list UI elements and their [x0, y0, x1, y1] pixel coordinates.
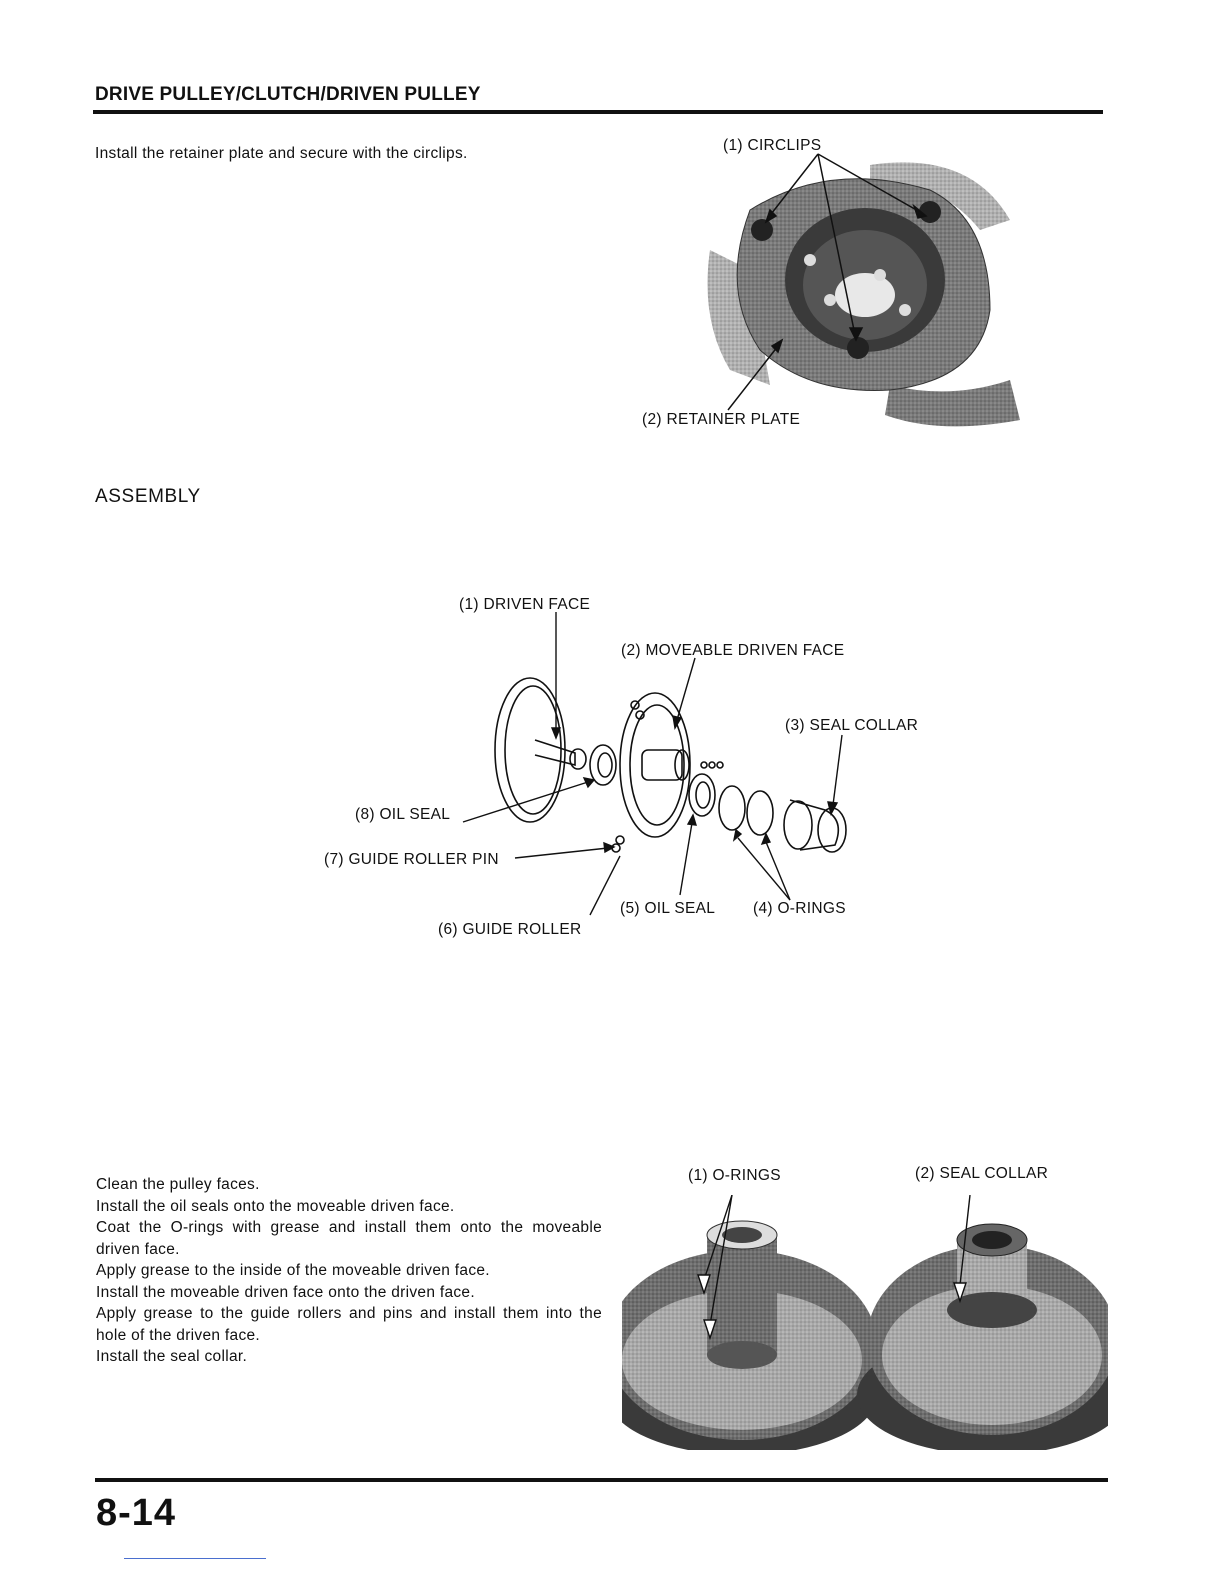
- label-moveable-driven-face: (2) MOVEABLE DRIVEN FACE: [621, 642, 845, 659]
- callout-seal-collar: (2) SEAL COLLAR: [915, 1165, 1049, 1182]
- page-header-title: DRIVE PULLEY/CLUTCH/DRIVEN PULLEY: [95, 84, 481, 105]
- step-item: Apply grease to the guide rollers and pins and install them into the hole of the driven face.: [96, 1305, 602, 1344]
- step-item: Apply grease to the inside of the moveable driven face.: [96, 1262, 490, 1279]
- callout-retainer-plate: (2) RETAINER PLATE: [642, 411, 801, 428]
- step-item: Install the moveable driven face onto the driven face.: [96, 1283, 475, 1301]
- footer-divider: [124, 1558, 266, 1559]
- callout-o-rings: (1) O-RINGS: [688, 1167, 781, 1184]
- pulley-photo: [622, 1195, 1108, 1450]
- label-o-rings: (4) O-RINGS: [753, 900, 846, 917]
- label-guide-roller: (6) GUIDE ROLLER: [438, 921, 582, 938]
- label-seal-collar: (3) SEAL COLLAR: [785, 717, 919, 734]
- label-oil-seal-5: (5) OIL SEAL: [620, 900, 716, 917]
- label-driven-face: (1) DRIVEN FACE: [459, 596, 591, 613]
- header-rule: [93, 110, 1103, 114]
- step-item: Coat the O-rings with grease and install them onto the moveable driven face.: [96, 1219, 602, 1258]
- clutch-photo: [690, 150, 1110, 435]
- step-item: Install the oil seals onto the moveable driven face.: [96, 1197, 455, 1215]
- assembly-steps: [96, 1174, 602, 1368]
- footer-rule: [95, 1478, 1108, 1482]
- callout-circlips: (1) CIRCLIPS: [723, 137, 822, 154]
- step-item: Install the seal collar.: [96, 1348, 248, 1365]
- step-item: Clean the pulley faces.: [96, 1176, 260, 1193]
- retainer-instruction: Install the retainer plate and secure with the circlips.: [95, 145, 468, 162]
- assembly-heading: ASSEMBLY: [95, 486, 201, 507]
- label-guide-roller-pin: (7) GUIDE ROLLER PIN: [324, 851, 499, 868]
- page-number: 8-14: [96, 1492, 177, 1534]
- label-oil-seal-8: (8) OIL SEAL: [355, 806, 451, 823]
